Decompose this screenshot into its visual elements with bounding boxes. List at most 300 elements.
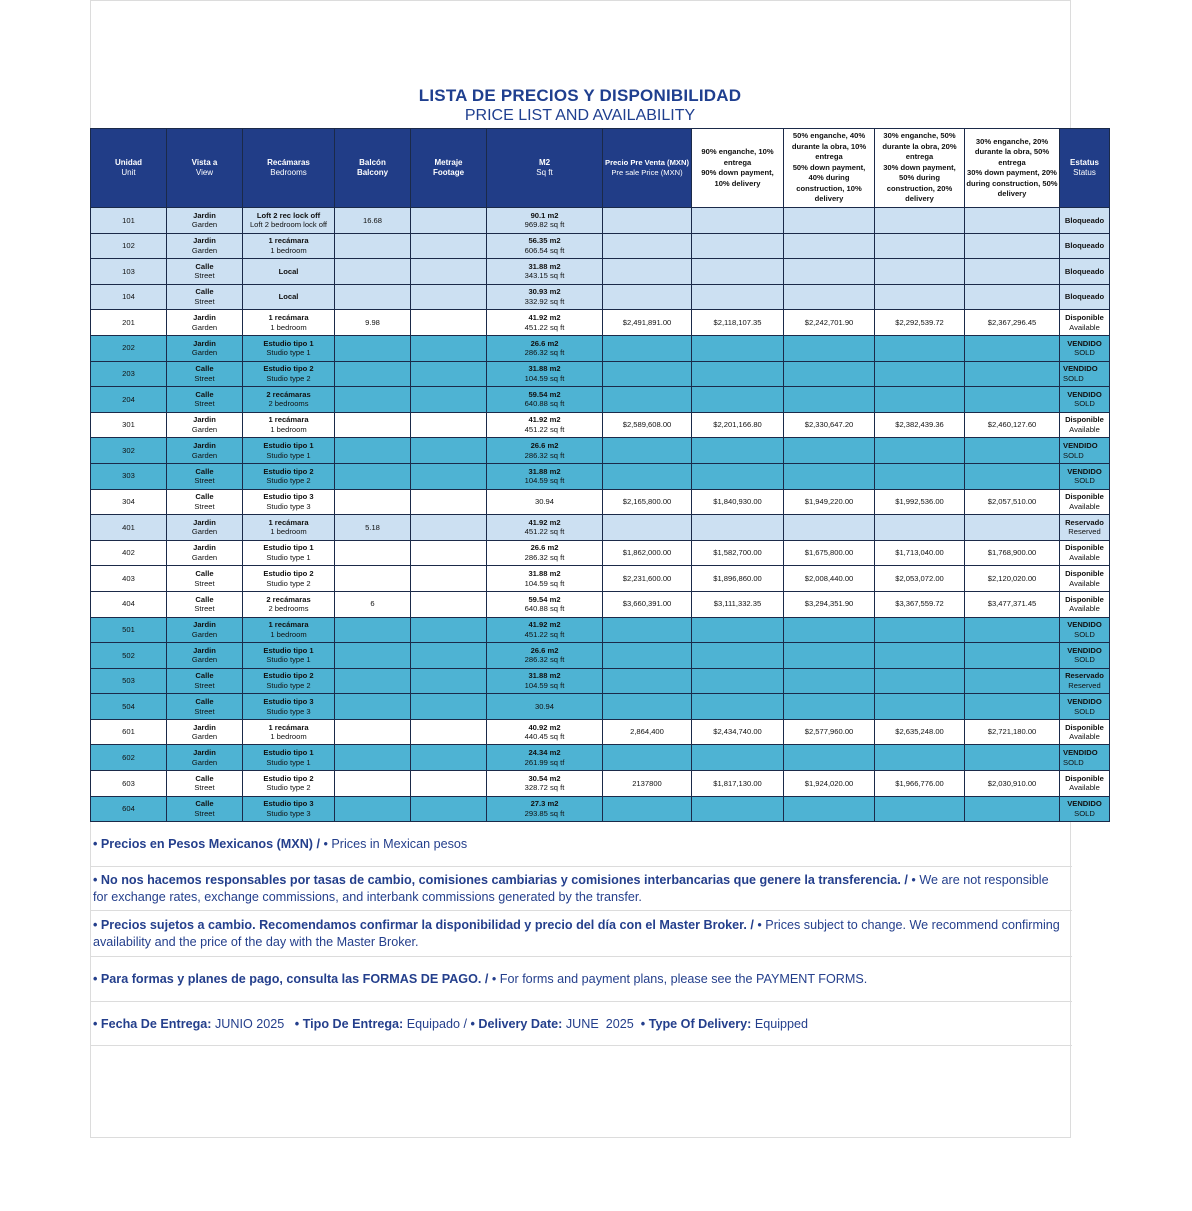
presale-price-cell [603, 463, 692, 489]
plan-30-20-50-cell [965, 259, 1060, 285]
bedrooms-cell: 1 recámara 1 bedroom [243, 617, 335, 643]
plan-30-50-20-cell: $1,992,536.00 [875, 489, 965, 515]
balcony-cell [335, 694, 411, 720]
plan-50-40-10-cell [784, 617, 875, 643]
unit-cell: 403 [91, 566, 167, 592]
plan-30-20-50-cell: $2,030,910.00 [965, 771, 1060, 797]
unit-cell: 301 [91, 412, 167, 438]
plan-30-50-20-cell [875, 694, 965, 720]
footage-cell [411, 617, 487, 643]
view-cell: Calle Street [167, 463, 243, 489]
plan-90-10-cell: $2,118,107.35 [692, 310, 784, 336]
plan-30-20-50-cell [965, 463, 1060, 489]
plan-90-10-cell [692, 515, 784, 541]
balcony-cell: 9.98 [335, 310, 411, 336]
bedrooms-cell: Estudio tipo 3 Studio type 3 [243, 796, 335, 822]
m2-cell: 30.93 m2 332.92 sq ft [487, 284, 603, 310]
divider [90, 866, 1072, 867]
m2-cell: 26.6 m2 286.32 sq ft [487, 540, 603, 566]
presale-price-cell: $2,165,800.00 [603, 489, 692, 515]
divider [90, 956, 1072, 957]
table-row [91, 438, 1110, 464]
balcony-cell [335, 745, 411, 771]
table-header-row [91, 129, 1110, 208]
presale-price-cell: $2,589,608.00 [603, 412, 692, 438]
header-balcony: Balcón Balcony [335, 129, 411, 208]
status-cell: VENDIDO SOLD [1060, 796, 1110, 822]
balcony-cell [335, 387, 411, 413]
footage-cell [411, 463, 487, 489]
balcony-cell [335, 566, 411, 592]
table-row [91, 259, 1110, 285]
bedrooms-cell: Estudio tipo 3 Studio type 3 [243, 489, 335, 515]
status-cell: Disponible Available [1060, 310, 1110, 336]
view-cell: Jardin Garden [167, 335, 243, 361]
plan-30-20-50-cell: $2,120,020.00 [965, 566, 1060, 592]
view-cell: Calle Street [167, 259, 243, 285]
presale-price-cell [603, 515, 692, 541]
plan-90-10-cell [692, 668, 784, 694]
unit-cell: 303 [91, 463, 167, 489]
presale-price-cell [603, 694, 692, 720]
plan-30-50-20-cell: $2,053,072.00 [875, 566, 965, 592]
bedrooms-cell: 2 recámaras 2 bedrooms [243, 387, 335, 413]
plan-50-40-10-cell [784, 643, 875, 669]
presale-price-cell: $3,660,391.00 [603, 591, 692, 617]
plan-30-50-20-cell [875, 259, 965, 285]
presale-price-cell [603, 335, 692, 361]
presale-price-cell [603, 796, 692, 822]
unit-cell: 201 [91, 310, 167, 336]
unit-cell: 204 [91, 387, 167, 413]
bedrooms-cell: 1 recámara 1 bedroom [243, 233, 335, 259]
bedrooms-cell: Estudio tipo 1 Studio type 1 [243, 745, 335, 771]
presale-price-cell: 2,864,400 [603, 719, 692, 745]
plan-30-20-50-cell [965, 208, 1060, 234]
unit-cell: 401 [91, 515, 167, 541]
footage-cell [411, 591, 487, 617]
plan-90-10-cell [692, 284, 784, 310]
bedrooms-cell: 2 recámaras 2 bedrooms [243, 591, 335, 617]
note-payment-forms: • Para formas y planes de pago, consulta las FORMAS DE PAGO. / • For forms and payment plans, please see the PAYMENT FORMS. [93, 972, 868, 986]
plan-30-20-50-cell: $1,768,900.00 [965, 540, 1060, 566]
unit-cell: 504 [91, 694, 167, 720]
bedrooms-cell: 1 recámara 1 bedroom [243, 310, 335, 336]
table-row [91, 489, 1110, 515]
m2-cell: 30.54 m2 328.72 sq ft [487, 771, 603, 797]
plan-90-10-cell [692, 361, 784, 387]
plan-50-40-10-cell [784, 259, 875, 285]
balcony-cell: 5.18 [335, 515, 411, 541]
presale-price-cell [603, 259, 692, 285]
m2-cell: 41.92 m2 451.22 sq ft [487, 310, 603, 336]
plan-30-50-20-cell: $2,382,439.36 [875, 412, 965, 438]
unit-cell: 604 [91, 796, 167, 822]
status-cell: Reservado Reserved [1060, 515, 1110, 541]
bedrooms-cell: Local [243, 284, 335, 310]
plan-30-20-50-cell [965, 387, 1060, 413]
plan-90-10-cell [692, 463, 784, 489]
plan-50-40-10-cell [784, 387, 875, 413]
header-unit: Unidad Unit [91, 129, 167, 208]
footage-cell [411, 694, 487, 720]
status-cell: VENDIDO SOLD [1060, 438, 1110, 464]
plan-30-20-50-cell: $2,721,180.00 [965, 719, 1060, 745]
m2-cell: 26.6 m2 286.32 sq ft [487, 643, 603, 669]
presale-price-cell [603, 233, 692, 259]
plan-90-10-cell [692, 335, 784, 361]
view-cell: Calle Street [167, 566, 243, 592]
presale-price-cell [603, 361, 692, 387]
view-cell: Calle Street [167, 796, 243, 822]
unit-cell: 404 [91, 591, 167, 617]
footage-cell [411, 643, 487, 669]
balcony-cell [335, 643, 411, 669]
plan-50-40-10-cell [784, 515, 875, 541]
unit-cell: 302 [91, 438, 167, 464]
plan-30-20-50-cell [965, 796, 1060, 822]
footage-cell [411, 796, 487, 822]
table-row [91, 310, 1110, 336]
plan-30-20-50-cell [965, 643, 1060, 669]
plan-30-50-20-cell: $3,367,559.72 [875, 591, 965, 617]
plan-90-10-cell [692, 438, 784, 464]
plan-50-40-10-cell: $3,294,351.90 [784, 591, 875, 617]
view-cell: Jardin Garden [167, 515, 243, 541]
view-cell: Jardin Garden [167, 719, 243, 745]
header-footage: Metraje Footage [411, 129, 487, 208]
m2-cell: 26.6 m2 286.32 sq ft [487, 335, 603, 361]
view-cell: Calle Street [167, 591, 243, 617]
plan-30-50-20-cell [875, 438, 965, 464]
table-row [91, 694, 1110, 720]
plan-50-40-10-cell [784, 463, 875, 489]
m2-cell: 90.1 m2 969.82 sq ft [487, 208, 603, 234]
presale-price-cell [603, 643, 692, 669]
m2-cell: 41.92 m2 451.22 sq ft [487, 515, 603, 541]
header-plan-90-10: 90% enganche, 10% entrega 90% down payment, 10% delivery [692, 129, 784, 208]
footage-cell [411, 745, 487, 771]
plan-50-40-10-cell [784, 694, 875, 720]
unit-cell: 104 [91, 284, 167, 310]
view-cell: Calle Street [167, 387, 243, 413]
status-cell: Bloqueado [1060, 208, 1110, 234]
m2-cell: 30.94 [487, 694, 603, 720]
footage-cell [411, 233, 487, 259]
plan-30-20-50-cell [965, 694, 1060, 720]
footage-cell [411, 208, 487, 234]
status-cell: Disponible Available [1060, 412, 1110, 438]
note-currency: • Precios en Pesos Mexicanos (MXN) / • Prices in Mexican pesos [93, 837, 468, 851]
balcony-cell [335, 540, 411, 566]
view-cell: Jardin Garden [167, 540, 243, 566]
balcony-cell [335, 719, 411, 745]
bedrooms-cell: Estudio tipo 2 Studio type 2 [243, 361, 335, 387]
plan-30-20-50-cell [965, 438, 1060, 464]
status-cell: VENDIDO SOLD [1060, 335, 1110, 361]
plan-30-50-20-cell [875, 643, 965, 669]
view-cell: Calle Street [167, 284, 243, 310]
footage-cell [411, 719, 487, 745]
plan-30-50-20-cell: $1,713,040.00 [875, 540, 965, 566]
unit-cell: 102 [91, 233, 167, 259]
plan-50-40-10-cell [784, 208, 875, 234]
unit-cell: 601 [91, 719, 167, 745]
divider [90, 1045, 1072, 1046]
plan-30-50-20-cell [875, 515, 965, 541]
footage-cell [411, 387, 487, 413]
bedrooms-cell: 1 recámara 1 bedroom [243, 719, 335, 745]
status-cell: Reservado Reserved [1060, 668, 1110, 694]
presale-price-cell [603, 208, 692, 234]
balcony-cell [335, 335, 411, 361]
balcony-cell [335, 438, 411, 464]
plan-90-10-cell [692, 259, 784, 285]
plan-90-10-cell [692, 643, 784, 669]
plan-90-10-cell [692, 387, 784, 413]
presale-price-cell [603, 745, 692, 771]
plan-90-10-cell [692, 694, 784, 720]
plan-30-50-20-cell [875, 361, 965, 387]
table-row [91, 745, 1110, 771]
plan-30-50-20-cell [875, 463, 965, 489]
footage-cell [411, 335, 487, 361]
plan-30-20-50-cell [965, 745, 1060, 771]
plan-50-40-10-cell: $2,330,647.20 [784, 412, 875, 438]
balcony-cell [335, 617, 411, 643]
presale-price-cell [603, 668, 692, 694]
unit-cell: 502 [91, 643, 167, 669]
m2-cell: 31.88 m2 104.59 sq ft [487, 361, 603, 387]
plan-30-50-20-cell [875, 668, 965, 694]
footage-cell [411, 310, 487, 336]
table-row [91, 643, 1110, 669]
plan-50-40-10-cell [784, 796, 875, 822]
unit-cell: 602 [91, 745, 167, 771]
m2-cell: 31.88 m2 104.59 sq ft [487, 566, 603, 592]
m2-cell: 27.3 m2 293.85 sq ft [487, 796, 603, 822]
plan-30-20-50-cell: $2,460,127.60 [965, 412, 1060, 438]
footage-cell [411, 566, 487, 592]
plan-30-50-20-cell [875, 387, 965, 413]
bedrooms-cell: Estudio tipo 2 Studio type 2 [243, 771, 335, 797]
m2-cell: 40.92 m2 440.45 sq ft [487, 719, 603, 745]
table-row [91, 719, 1110, 745]
unit-cell: 402 [91, 540, 167, 566]
view-cell: Jardin Garden [167, 412, 243, 438]
plan-50-40-10-cell: $2,577,960.00 [784, 719, 875, 745]
table-row [91, 617, 1110, 643]
plan-50-40-10-cell [784, 438, 875, 464]
view-cell: Jardin Garden [167, 208, 243, 234]
status-cell: VENDIDO SOLD [1060, 745, 1110, 771]
m2-cell: 26.6 m2 286.32 sq ft [487, 438, 603, 464]
plan-50-40-10-cell [784, 745, 875, 771]
status-cell: Bloqueado [1060, 259, 1110, 285]
plan-30-20-50-cell [965, 668, 1060, 694]
view-cell: Jardin Garden [167, 233, 243, 259]
plan-50-40-10-cell [784, 668, 875, 694]
status-cell: VENDIDO SOLD [1060, 617, 1110, 643]
balcony-cell [335, 796, 411, 822]
plan-90-10-cell [692, 208, 784, 234]
plan-30-20-50-cell: $3,477,371.45 [965, 591, 1060, 617]
view-cell: Calle Street [167, 668, 243, 694]
m2-cell: 41.92 m2 451.22 sq ft [487, 617, 603, 643]
m2-cell: 56.35 m2 606.54 sq ft [487, 233, 603, 259]
bedrooms-cell: Estudio tipo 2 Studio type 2 [243, 566, 335, 592]
footage-cell [411, 540, 487, 566]
plan-50-40-10-cell: $1,949,220.00 [784, 489, 875, 515]
view-cell: Jardin Garden [167, 617, 243, 643]
plan-90-10-cell: $2,201,166.80 [692, 412, 784, 438]
plan-30-50-20-cell: $1,966,776.00 [875, 771, 965, 797]
plan-50-40-10-cell [784, 361, 875, 387]
plan-90-10-cell: $1,817,130.00 [692, 771, 784, 797]
view-cell: Calle Street [167, 361, 243, 387]
header-bedrooms: Recámaras Bedrooms [243, 129, 335, 208]
plan-30-50-20-cell [875, 233, 965, 259]
status-cell: Bloqueado [1060, 233, 1110, 259]
m2-cell: 24.34 m2 261.99 sq tf [487, 745, 603, 771]
footage-cell [411, 668, 487, 694]
status-cell: Disponible Available [1060, 591, 1110, 617]
plan-30-50-20-cell [875, 617, 965, 643]
balcony-cell [335, 259, 411, 285]
balcony-cell [335, 668, 411, 694]
status-cell: Disponible Available [1060, 540, 1110, 566]
divider [90, 910, 1072, 911]
plan-30-50-20-cell [875, 335, 965, 361]
bedrooms-cell: 1 recámara 1 bedroom [243, 412, 335, 438]
note-prices-subject: • Precios sujetos a cambio. Recomendamos confirmar la disponibilidad y precio del día con el Master Broker. / • Prices subject to change. We recommend confirming availability and the price of the day with the Master Broker. [93, 918, 1060, 949]
balcony-cell [335, 771, 411, 797]
m2-cell: 59.54 m2 640.88 sq ft [487, 591, 603, 617]
note-exchange: • No nos hacemos responsables por tasas de cambio, comisiones cambiarias y comisiones interbancarias que genere la transferencia. / • We are not responsible for exchange rates, exchange commissions, and interbank commissions generated by the transfer. [93, 873, 1049, 904]
unit-cell: 101 [91, 208, 167, 234]
status-cell: Disponible Available [1060, 771, 1110, 797]
header-plan-30-50-20: 30% enganche, 50% durante la obra, 20% entrega 30% down payment, 50% during construction, 20% delivery [875, 129, 965, 208]
plan-30-50-20-cell [875, 284, 965, 310]
footage-cell [411, 771, 487, 797]
plan-50-40-10-cell: $2,242,701.90 [784, 310, 875, 336]
footage-cell [411, 259, 487, 285]
plan-90-10-cell: $2,434,740.00 [692, 719, 784, 745]
plan-30-20-50-cell [965, 515, 1060, 541]
plan-30-20-50-cell [965, 361, 1060, 387]
balcony-cell [335, 284, 411, 310]
page-subtitle: PRICE LIST AND AVAILABILITY [464, 107, 696, 124]
plan-30-20-50-cell: $2,057,510.00 [965, 489, 1060, 515]
header-status: Estatus Status [1060, 129, 1110, 208]
presale-price-cell: $2,491,891.00 [603, 310, 692, 336]
table-row [91, 771, 1110, 797]
table-row [91, 208, 1110, 234]
unit-cell: 203 [91, 361, 167, 387]
header-presale-price: Precio Pre Venta (MXN) Pre sale Price (MXN) [603, 129, 692, 208]
footage-cell [411, 361, 487, 387]
table-row [91, 412, 1110, 438]
plan-90-10-cell [692, 617, 784, 643]
footage-cell [411, 284, 487, 310]
divider [90, 1001, 1072, 1002]
table-row [91, 515, 1110, 541]
plan-50-40-10-cell: $1,675,800.00 [784, 540, 875, 566]
table-row [91, 284, 1110, 310]
footage-cell [411, 412, 487, 438]
unit-cell: 304 [91, 489, 167, 515]
bedrooms-cell: Estudio tipo 1 Studio type 1 [243, 438, 335, 464]
status-cell: Disponible Available [1060, 566, 1110, 592]
plan-90-10-cell: $1,582,700.00 [692, 540, 784, 566]
view-cell: Jardin Garden [167, 438, 243, 464]
header-view: Vista a View [167, 129, 243, 208]
plan-90-10-cell: $1,840,930.00 [692, 489, 784, 515]
table-row [91, 233, 1110, 259]
status-cell: VENDIDO SOLD [1060, 694, 1110, 720]
plan-50-40-10-cell [784, 233, 875, 259]
view-cell: Calle Street [167, 771, 243, 797]
status-cell: VENDIDO SOLD [1060, 361, 1110, 387]
plan-90-10-cell [692, 233, 784, 259]
table-row [91, 796, 1110, 822]
view-cell: Jardin Garden [167, 643, 243, 669]
balcony-cell [335, 489, 411, 515]
bedrooms-cell: Estudio tipo 1 Studio type 1 [243, 540, 335, 566]
table-row [91, 361, 1110, 387]
balcony-cell [335, 361, 411, 387]
footage-cell [411, 438, 487, 464]
table-row [91, 335, 1110, 361]
bedrooms-cell: Estudio tipo 1 Studio type 1 [243, 335, 335, 361]
unit-cell: 202 [91, 335, 167, 361]
table-row [91, 463, 1110, 489]
plan-50-40-10-cell [784, 335, 875, 361]
m2-cell: 59.54 m2 640.88 sq ft [487, 387, 603, 413]
plan-90-10-cell: $3,111,332.35 [692, 591, 784, 617]
bedrooms-cell: Estudio tipo 3 Studio type 3 [243, 694, 335, 720]
plan-30-20-50-cell [965, 335, 1060, 361]
presale-price-cell [603, 438, 692, 464]
status-cell: VENDIDO SOLD [1060, 463, 1110, 489]
bedrooms-cell: Estudio tipo 2 Studio type 2 [243, 668, 335, 694]
presale-price-cell: $2,231,600.00 [603, 566, 692, 592]
presale-price-cell [603, 387, 692, 413]
table-row [91, 668, 1110, 694]
plan-90-10-cell [692, 796, 784, 822]
balcony-cell [335, 412, 411, 438]
m2-cell: 31.88 m2 104.59 sq ft [487, 463, 603, 489]
unit-cell: 503 [91, 668, 167, 694]
balcony-cell [335, 463, 411, 489]
plan-50-40-10-cell: $2,008,440.00 [784, 566, 875, 592]
bedrooms-cell: Estudio tipo 2 Studio type 2 [243, 463, 335, 489]
plan-30-50-20-cell: $2,292,539.72 [875, 310, 965, 336]
note-delivery: • Fecha De Entrega: JUNIO 2025 • Tipo De Entrega: Equipado / • Delivery Date: JUNE 2025 • Type Of Delivery: Equipped [93, 1017, 809, 1031]
m2-cell: 30.94 [487, 489, 603, 515]
m2-cell: 41.92 m2 451.22 sq ft [487, 412, 603, 438]
plan-90-10-cell [692, 745, 784, 771]
view-cell: Jardin Garden [167, 745, 243, 771]
bedrooms-cell: Local [243, 259, 335, 285]
table-row [91, 540, 1110, 566]
unit-cell: 103 [91, 259, 167, 285]
plan-50-40-10-cell [784, 284, 875, 310]
presale-price-cell: $1,862,000.00 [603, 540, 692, 566]
plan-30-20-50-cell [965, 617, 1060, 643]
status-cell: Disponible Available [1060, 489, 1110, 515]
footage-cell [411, 515, 487, 541]
